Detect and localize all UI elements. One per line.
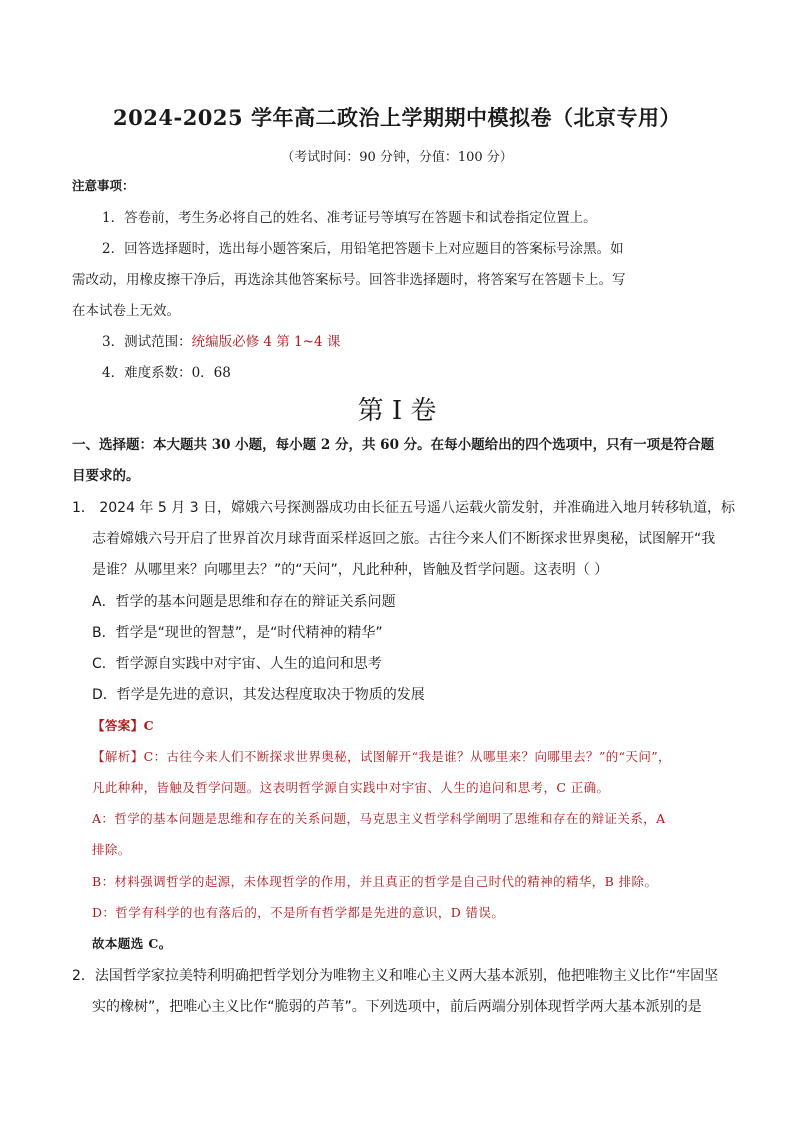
note-item-3 — [102, 330, 340, 350]
note-item-3-label: 3．测试范围： — [102, 334, 192, 350]
notes-heading: 注意事项： — [72, 178, 135, 193]
note-item-2: 2．回答选择题时，选出每小题答案后，用铅笔把答题卡上对应题目的答案标号涂黑。如 — [102, 241, 624, 257]
question-1-answer: 【答案】C — [92, 718, 154, 733]
question-2-stem-cont: 实的橡树”，把唯心主义比作“脆弱的芦苇”。下列选项中，前后两端分别体现哲学两大基本派别的是 — [92, 999, 702, 1015]
question-1-analysis: 【解析】C：古往今来人们不断探求世界奥秘，试图解开“我是谁？从哪里来？向哪里去？”的“天问”， — [92, 749, 671, 764]
section-title: 第 I 卷 — [357, 396, 437, 426]
question-1-conclusion: 故本题选 C。 — [92, 936, 172, 951]
question-1-analysis-d: D：哲学有科学的也有落后的，不是所有哲学都是先进的意识，D 错误。 — [92, 905, 505, 920]
question-1-option-c: C．哲学源自实践中对宇宙、人生的追问和思考 — [92, 656, 382, 672]
exam-info: （考试时间：90 分钟，分值：100 分） — [281, 150, 513, 165]
question-1-stem: 1． 2024 年 5 月 3 日，嫦娥六号探测器成功由长征五号遥八运载火箭发射，并准确进入地月转移轨道，标 — [72, 500, 736, 516]
question-1-option-a: A．哲学的基本问题是思维和存在的辩证关系问题 — [92, 594, 396, 610]
note-item-2-cont: 需改动，用橡皮擦干净后，再选涂其他答案标号。回答非选择题时，将答案写在答题卡上。写 — [72, 272, 626, 288]
question-1-option-b: B．哲学是“现世的智慧”，是“时代精神的精华” — [92, 625, 383, 641]
question-1-option-d: D．哲学是先进的意识，其发达程度取决于物质的发展 — [92, 687, 425, 703]
question-1-analysis-a: A：哲学的基本问题是思维和存在的关系问题，马克思主义哲学科学阐明了思维和存在的辩证关系，A — [92, 811, 666, 826]
question-1-analysis-cont: 凡此种种，皆触及哲学问题。这表明哲学源自实践中对宇宙、人生的追问和思考，C 正确。 — [92, 780, 610, 795]
question-1-analysis-a-cont: 排除。 — [92, 842, 131, 857]
question-1-stem-cont: 是谁？从哪里来？向哪里去？”的“天问”，凡此种种，皆触及哲学问题。这表明（ ） — [92, 562, 609, 578]
page-title: 2024-2025 学年高二政治上学期期中模拟卷（北京专用） — [113, 105, 681, 130]
note-item-4: 4．难度系数：0．68 — [102, 365, 231, 381]
test-range: 统编版必修 4 第 1~4 课 — [191, 334, 341, 350]
question-1-analysis-b: B：材料强调哲学的起源，未体现哲学的作用，并且真正的哲学是自己时代的精神的精华，B 排除。 — [92, 874, 658, 889]
part-heading: 一、选择题：本大题共 30 小题，每小题 2 分，共 60 分。在每小题给出的四个选项中，只有一项是符合题 — [72, 437, 715, 453]
question-1-stem-cont: 志着嫦娥六号开启了世界首次月球背面采样返回之旅。古往今来人们不断探求世界奥秘，试图解开“我 — [92, 531, 716, 547]
part-heading-cont: 目要求的。 — [72, 468, 140, 484]
note-item-2-cont: 在本试卷上无效。 — [72, 303, 180, 319]
note-item-1: 1．答卷前，考生务必将自己的姓名、准考证号等填写在答题卡和试卷指定位置上。 — [102, 210, 597, 226]
question-2-stem: 2．法国哲学家拉美特利明确把哲学划分为唯物主义和唯心主义两大基本派别，他把唯物主义比作“牢固坚 — [72, 968, 719, 984]
